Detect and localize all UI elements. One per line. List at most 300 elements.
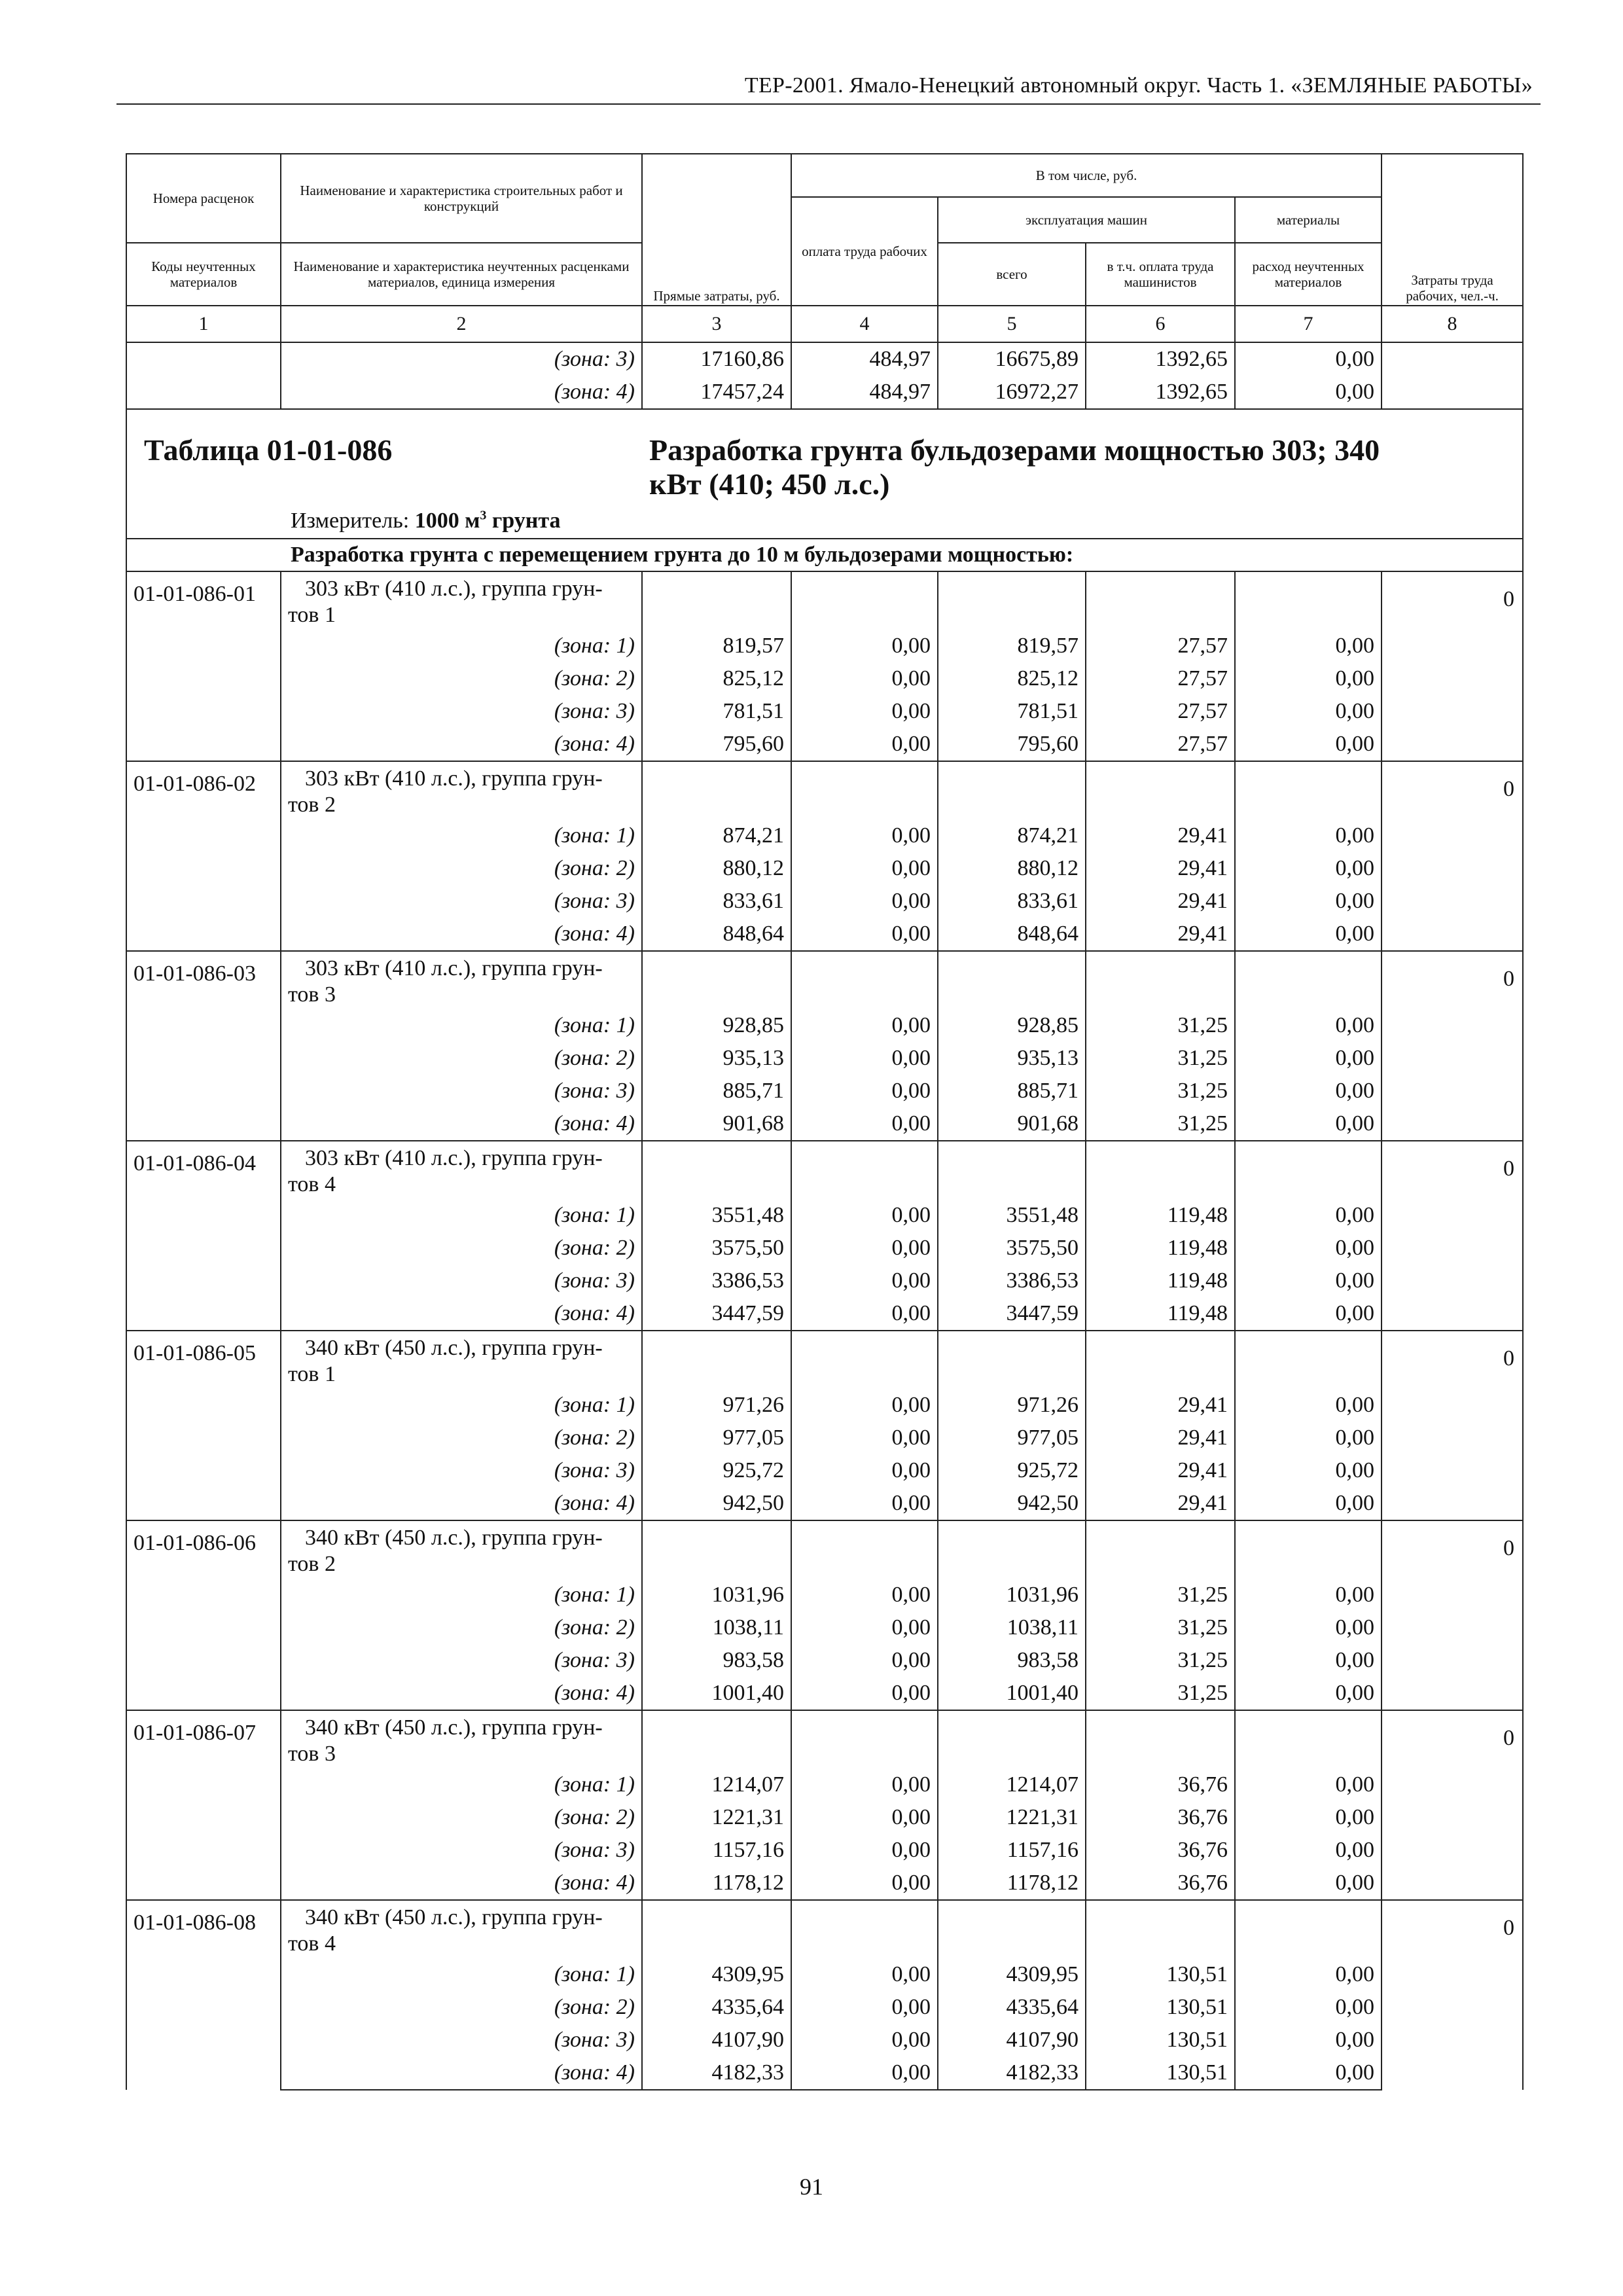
zone-row (126, 1677, 1523, 1710)
machine-ops-value: 983,58 (938, 1644, 1086, 1677)
zone-label: (зона: 4) (281, 1867, 642, 1900)
rate-name (281, 1141, 642, 1199)
materials-value: 0,00 (1235, 1611, 1382, 1644)
machine-ops-value: 833,61 (938, 885, 1086, 918)
column-numbers-row (126, 306, 1523, 342)
zone-label: (зона: 1) (281, 1579, 642, 1611)
zone-row (126, 1801, 1523, 1834)
materials-value: 0,00 (1235, 1454, 1382, 1487)
machine-ops-value: 825,12 (938, 662, 1086, 695)
empty-cell (1086, 1520, 1235, 1579)
materials-value: 0,00 (1235, 1297, 1382, 1331)
machinist-pay-value: 29,41 (1086, 1422, 1235, 1454)
rate-row (126, 1710, 1523, 1768)
rate-row (126, 1520, 1523, 1579)
machinist-pay-value: 29,41 (1086, 852, 1235, 885)
col-number: 8 (1382, 306, 1523, 342)
empty-cell (938, 1520, 1086, 1579)
empty-cell (791, 1141, 938, 1199)
materials-value: 0,00 (1235, 1075, 1382, 1107)
section-title: Разработка грунта с перемещением грунта до 10 м бульдозерами мощностью: (126, 539, 1523, 571)
rate-name (281, 1331, 642, 1389)
worker-pay-value: 0,00 (791, 1611, 938, 1644)
col-worker-pay: оплата труда рабочих (791, 197, 938, 306)
materials-value: 0,00 (1235, 1644, 1382, 1677)
zone-row (126, 695, 1523, 728)
empty-cell (1235, 1520, 1382, 1579)
machinist-pay-value: 1392,65 (1086, 376, 1235, 409)
direct-cost-value: 1157,16 (642, 1834, 791, 1867)
materials-value: 0,00 (1235, 1389, 1382, 1422)
col-labor-costs: Затраты труда рабочих, чел.-ч. (1382, 154, 1523, 306)
machine-ops-value: 935,13 (938, 1042, 1086, 1075)
zone-row (126, 1422, 1523, 1454)
measure-value: 1000 м (414, 509, 480, 533)
worker-pay-value: 0,00 (791, 1677, 938, 1710)
worker-pay-value: 0,00 (791, 1232, 938, 1265)
zone-label: (зона: 2) (281, 1801, 642, 1834)
section-row (126, 539, 1523, 571)
direct-cost-value: 4309,95 (642, 1958, 791, 1991)
machinist-pay-value: 130,51 (1086, 1991, 1235, 2024)
machine-ops-value: 3551,48 (938, 1199, 1086, 1232)
empty-cell (642, 1520, 791, 1579)
rate-name-line: тов 4 (288, 1172, 336, 1196)
labor-value: 0 (1382, 1710, 1523, 1900)
measure-label: Измеритель: (291, 509, 410, 533)
zone-label: (зона: 1) (281, 1389, 642, 1422)
worker-pay-value: 0,00 (791, 1644, 938, 1677)
rate-code: 01-01-086-07 (126, 1710, 281, 1900)
zone-row (126, 662, 1523, 695)
direct-cost-value: 925,72 (642, 1454, 791, 1487)
machine-ops-value: 4182,33 (938, 2056, 1086, 2090)
col-number: 5 (938, 306, 1086, 342)
labor-value: 0 (1382, 951, 1523, 1141)
materials-value: 0,00 (1235, 630, 1382, 662)
empty-cell (938, 571, 1086, 630)
rate-row (126, 761, 1523, 819)
col-incl-machinist-pay: в т.ч. оплата труда машинистов (1086, 243, 1235, 306)
materials-value: 0,00 (1235, 918, 1382, 951)
machinist-pay-value: 27,57 (1086, 728, 1235, 761)
materials-value: 0,00 (1235, 2056, 1382, 2090)
zone-row (126, 1297, 1523, 1331)
zone-row (126, 852, 1523, 885)
col-unaccounted-codes: Коды неучтенных материалов (126, 243, 281, 306)
worker-pay-value: 0,00 (791, 1958, 938, 1991)
direct-cost-value: 942,50 (642, 1487, 791, 1520)
empty-cell (642, 571, 791, 630)
zone-label: (зона: 3) (281, 2024, 642, 2056)
materials-value: 0,00 (1235, 1232, 1382, 1265)
machinist-pay-value: 130,51 (1086, 2024, 1235, 2056)
materials-value: 0,00 (1235, 1834, 1382, 1867)
worker-pay-value: 0,00 (791, 728, 938, 761)
machinist-pay-value: 31,25 (1086, 1579, 1235, 1611)
page-number: 91 (800, 2174, 823, 2200)
empty-cell (938, 1710, 1086, 1768)
carryover-row (126, 376, 1523, 409)
materials-value: 0,00 (1235, 885, 1382, 918)
worker-pay-value: 0,00 (791, 1422, 938, 1454)
empty-cell (1235, 1710, 1382, 1768)
machine-ops-value: 1157,16 (938, 1834, 1086, 1867)
empty-cell (642, 1710, 791, 1768)
zone-row (126, 1611, 1523, 1644)
empty-cell (791, 571, 938, 630)
machinist-pay-value: 31,25 (1086, 1009, 1235, 1042)
direct-cost-value: 1031,96 (642, 1579, 791, 1611)
materials-value: 0,00 (1235, 1579, 1382, 1611)
materials-value: 0,00 (1235, 852, 1382, 885)
empty-cell (642, 951, 791, 1009)
worker-pay-value: 0,00 (791, 1265, 938, 1297)
labor-value: 0 (1382, 571, 1523, 761)
machine-ops-value: 1031,96 (938, 1579, 1086, 1611)
rate-code: 01-01-086-05 (126, 1331, 281, 1520)
rate-name (281, 761, 642, 819)
direct-cost-value: 819,57 (642, 630, 791, 662)
worker-pay-value: 0,00 (791, 918, 938, 951)
labor-value: 0 (1382, 1141, 1523, 1331)
zone-row (126, 885, 1523, 918)
zone-label: (зона: 3) (281, 1454, 642, 1487)
machine-ops-value: 4309,95 (938, 1958, 1086, 1991)
zone-row (126, 1075, 1523, 1107)
worker-pay-value: 484,97 (791, 342, 938, 376)
col-number: 7 (1235, 306, 1382, 342)
machine-ops-value: 4335,64 (938, 1991, 1086, 2024)
zone-label: (зона: 2) (281, 1042, 642, 1075)
materials-value: 0,00 (1235, 1768, 1382, 1801)
direct-cost-value: 1178,12 (642, 1867, 791, 1900)
col-unaccounted-materials-use: расход неучтенных материалов (1235, 243, 1382, 306)
labor-value: 0 (1382, 761, 1523, 951)
machine-ops-value: 971,26 (938, 1389, 1086, 1422)
zone-label: (зона: 2) (281, 1611, 642, 1644)
machine-ops-value: 880,12 (938, 852, 1086, 885)
materials-value: 0,00 (1235, 1009, 1382, 1042)
materials-value: 0,00 (1235, 1422, 1382, 1454)
worker-pay-value: 0,00 (791, 2056, 938, 2090)
worker-pay-value: 0,00 (791, 1389, 938, 1422)
machine-ops-value: 1038,11 (938, 1611, 1086, 1644)
worker-pay-value: 0,00 (791, 1042, 938, 1075)
direct-cost-value: 825,12 (642, 662, 791, 695)
rate-code: 01-01-086-03 (126, 951, 281, 1141)
worker-pay-value: 0,00 (791, 1991, 938, 2024)
materials-value: 0,00 (1235, 662, 1382, 695)
machine-ops-value: 3447,59 (938, 1297, 1086, 1331)
zone-row (126, 2056, 1523, 2090)
zone-label: (зона: 2) (281, 662, 642, 695)
machinist-pay-value: 119,48 (1086, 1199, 1235, 1232)
machine-ops-value: 3386,53 (938, 1265, 1086, 1297)
col-unaccounted-names: Наименование и характеристика неучтенных расценками материалов, единица измерения (281, 243, 642, 306)
materials-value: 0,00 (1235, 1867, 1382, 1900)
rate-name-line: тов 3 (288, 982, 336, 1007)
zone-row (126, 1265, 1523, 1297)
machine-ops-value: 874,21 (938, 819, 1086, 852)
zone-row (126, 1958, 1523, 1991)
zone-label: (зона: 3) (281, 1644, 642, 1677)
direct-cost-value: 901,68 (642, 1107, 791, 1141)
direct-cost-value: 1221,31 (642, 1801, 791, 1834)
machinist-pay-value: 119,48 (1086, 1232, 1235, 1265)
machinist-pay-value: 31,25 (1086, 1107, 1235, 1141)
machinist-pay-value: 36,76 (1086, 1801, 1235, 1834)
worker-pay-value: 0,00 (791, 819, 938, 852)
zone-label: (зона: 4) (281, 1297, 642, 1331)
col-number: 4 (791, 306, 938, 342)
machinist-pay-value: 31,25 (1086, 1677, 1235, 1710)
worker-pay-value: 0,00 (791, 695, 938, 728)
zone-row (126, 630, 1523, 662)
empty-cell (791, 1900, 938, 1958)
direct-cost-value: 928,85 (642, 1009, 791, 1042)
materials-value: 0,00 (1235, 1991, 1382, 2024)
direct-cost-value: 874,21 (642, 819, 791, 852)
materials-value: 0,00 (1235, 819, 1382, 852)
empty-cell (642, 761, 791, 819)
zone-label: (зона: 2) (281, 1422, 642, 1454)
zone-label: (зона: 2) (281, 852, 642, 885)
zone-label: (зона: 4) (281, 376, 642, 409)
empty-cell (791, 951, 938, 1009)
machine-ops-value: 16675,89 (938, 342, 1086, 376)
zone-label: (зона: 4) (281, 1487, 642, 1520)
table-title-block (126, 409, 1523, 504)
empty-cell (1235, 951, 1382, 1009)
empty-cell (791, 1331, 938, 1389)
zone-label: (зона: 3) (281, 342, 642, 376)
machinist-pay-value: 130,51 (1086, 1958, 1235, 1991)
machine-ops-value: 781,51 (938, 695, 1086, 728)
direct-cost-value: 3551,48 (642, 1199, 791, 1232)
empty-cell (1235, 1900, 1382, 1958)
rate-name-line: тов 4 (288, 1931, 336, 1956)
zone-row (126, 1042, 1523, 1075)
direct-cost-value: 17160,86 (642, 342, 791, 376)
rate-name-line: тов 1 (288, 603, 336, 627)
table-caption-line: Разработка грунта бульдозерами мощностью 303; 340 (649, 433, 1380, 467)
empty-cell (938, 1900, 1086, 1958)
zone-row (126, 819, 1523, 852)
rate-code: 01-01-086-01 (126, 571, 281, 761)
rate-name (281, 1710, 642, 1768)
zone-row (126, 1199, 1523, 1232)
worker-pay-value: 0,00 (791, 1801, 938, 1834)
col-materials: материалы (1235, 197, 1382, 243)
rate-name-line: тов 2 (288, 793, 336, 817)
rate-name-line: тов 2 (288, 1552, 336, 1576)
empty-cell (1086, 951, 1235, 1009)
rate-code: 01-01-086-02 (126, 761, 281, 951)
empty-cell (642, 1141, 791, 1199)
machinist-pay-value: 119,48 (1086, 1297, 1235, 1331)
machinist-pay-value: 31,25 (1086, 1611, 1235, 1644)
zone-label: (зона: 1) (281, 1009, 642, 1042)
direct-cost-value: 848,64 (642, 918, 791, 951)
machine-ops-value: 1178,12 (938, 1867, 1086, 1900)
machine-ops-value: 819,57 (938, 630, 1086, 662)
zone-label: (зона: 3) (281, 1265, 642, 1297)
worker-pay-value: 0,00 (791, 1867, 938, 1900)
worker-pay-value: 0,00 (791, 1487, 938, 1520)
machinist-pay-value: 29,41 (1086, 1389, 1235, 1422)
rate-code: 01-01-086-08 (126, 1900, 281, 2090)
empty-cell (642, 1900, 791, 1958)
measure-row (126, 504, 1523, 539)
zone-label: (зона: 4) (281, 2056, 642, 2090)
labor-value: 0 (1382, 1331, 1523, 1520)
empty-cell (1235, 1141, 1382, 1199)
machine-ops-value: 848,64 (938, 918, 1086, 951)
materials-value: 0,00 (1235, 695, 1382, 728)
materials-value: 0,00 (1235, 1265, 1382, 1297)
worker-pay-value: 0,00 (791, 1075, 938, 1107)
empty-cell (938, 1331, 1086, 1389)
direct-cost-value: 885,71 (642, 1075, 791, 1107)
empty-cell (1235, 761, 1382, 819)
machine-ops-value: 16972,27 (938, 376, 1086, 409)
rate-row (126, 1900, 1523, 1958)
direct-cost-value: 781,51 (642, 695, 791, 728)
empty-cell (938, 1141, 1086, 1199)
materials-value: 0,00 (1235, 728, 1382, 761)
direct-cost-value: 880,12 (642, 852, 791, 885)
empty-cell (1086, 1710, 1235, 1768)
empty-cell (1086, 1141, 1235, 1199)
measure-sup: 3 (480, 508, 487, 523)
machine-ops-value: 977,05 (938, 1422, 1086, 1454)
empty-cell (1086, 761, 1235, 819)
machinist-pay-value: 36,76 (1086, 1768, 1235, 1801)
zone-label: (зона: 2) (281, 1991, 642, 2024)
machine-ops-value: 1214,07 (938, 1768, 1086, 1801)
table-caption (649, 433, 1380, 501)
machinist-pay-value: 31,25 (1086, 1042, 1235, 1075)
worker-pay-value: 0,00 (791, 1579, 938, 1611)
zone-label: (зона: 1) (281, 819, 642, 852)
materials-value: 0,00 (1235, 1042, 1382, 1075)
carryover-row (126, 342, 1523, 376)
rate-row (126, 951, 1523, 1009)
direct-cost-value: 971,26 (642, 1389, 791, 1422)
direct-cost-value: 17457,24 (642, 376, 791, 409)
materials-value: 0,00 (1235, 1677, 1382, 1710)
zone-label: (зона: 1) (281, 1958, 642, 1991)
col-number: 2 (281, 306, 642, 342)
zone-row (126, 1487, 1523, 1520)
zone-row (126, 1867, 1523, 1900)
direct-cost-value: 1001,40 (642, 1677, 791, 1710)
materials-value: 0,00 (1235, 1199, 1382, 1232)
col-number: 6 (1086, 306, 1235, 342)
zone-label: (зона: 4) (281, 1677, 642, 1710)
direct-cost-value: 983,58 (642, 1644, 791, 1677)
rate-code: 01-01-086-06 (126, 1520, 281, 1710)
zone-label: (зона: 1) (281, 1768, 642, 1801)
machinist-pay-value: 36,76 (1086, 1867, 1235, 1900)
worker-pay-value: 0,00 (791, 885, 938, 918)
rate-name (281, 1900, 642, 1958)
machine-ops-value: 942,50 (938, 1487, 1086, 1520)
machinist-pay-value: 1392,65 (1086, 342, 1235, 376)
machinist-pay-value: 31,25 (1086, 1075, 1235, 1107)
zone-row (126, 2024, 1523, 2056)
zone-row (126, 1991, 1523, 2024)
worker-pay-value: 0,00 (791, 1297, 938, 1331)
col-number: 1 (126, 306, 281, 342)
zone-label: (зона: 1) (281, 1199, 642, 1232)
empty-cell (1086, 1900, 1235, 1958)
machine-ops-value: 901,68 (938, 1107, 1086, 1141)
materials-value: 0,00 (1235, 1487, 1382, 1520)
zone-row (126, 1454, 1523, 1487)
rate-name (281, 571, 642, 630)
col-rate-numbers: Номера расценок (126, 154, 281, 243)
rate-name (281, 1520, 642, 1579)
materials-value: 0,00 (1235, 342, 1382, 376)
labor-value: 0 (1382, 1900, 1523, 2090)
machinist-pay-value: 27,57 (1086, 630, 1235, 662)
empty-cell (1235, 571, 1382, 630)
col-machine-ops: эксплуатация машин (938, 197, 1235, 243)
labor-value: 0 (1382, 1520, 1523, 1710)
rate-name-line: тов 1 (288, 1362, 336, 1386)
rate-name-line: 340 кВт (450 л.с.), группа грун- (305, 1905, 603, 1929)
zone-label: (зона: 4) (281, 728, 642, 761)
direct-cost-value: 935,13 (642, 1042, 791, 1075)
empty-cell (791, 1520, 938, 1579)
table-number: Таблица 01-01-086 (144, 433, 393, 467)
worker-pay-value: 0,00 (791, 1834, 938, 1867)
col-work-name: Наименование и характеристика строительных работ и конструкций (281, 154, 642, 243)
zone-label: (зона: 1) (281, 630, 642, 662)
col-total: всего (938, 243, 1086, 306)
machinist-pay-value: 27,57 (1086, 662, 1235, 695)
worker-pay-value: 0,00 (791, 1009, 938, 1042)
table-caption-line: кВт (410; 450 л.с.) (649, 467, 890, 501)
materials-value: 0,00 (1235, 2024, 1382, 2056)
rate-name-line: 303 кВт (410 л.с.), группа грун- (305, 1146, 603, 1170)
running-header: ТЕР-2001. Ямало-Ненецкий автономный округ. Часть 1. «ЗЕМЛЯНЫЕ РАБОТЫ» (744, 73, 1533, 98)
worker-pay-value: 0,00 (791, 662, 938, 695)
machinist-pay-value: 31,25 (1086, 1644, 1235, 1677)
direct-cost-value: 1214,07 (642, 1768, 791, 1801)
zone-row (126, 728, 1523, 761)
worker-pay-value: 0,00 (791, 2024, 938, 2056)
machine-ops-value: 1221,31 (938, 1801, 1086, 1834)
zone-label: (зона: 4) (281, 918, 642, 951)
direct-cost-value: 977,05 (642, 1422, 791, 1454)
col-direct-costs: Прямые затраты, руб. (642, 154, 791, 306)
empty-cell (1086, 571, 1235, 630)
machinist-pay-value: 29,41 (1086, 918, 1235, 951)
direct-cost-value: 3575,50 (642, 1232, 791, 1265)
rate-row (126, 1141, 1523, 1199)
materials-value: 0,00 (1235, 1801, 1382, 1834)
machine-ops-value: 925,72 (938, 1454, 1086, 1487)
machine-ops-value: 3575,50 (938, 1232, 1086, 1265)
direct-cost-value: 4335,64 (642, 1991, 791, 2024)
rate-name-line: 340 кВт (450 л.с.), группа грун- (305, 1526, 603, 1550)
rate-name-line: 303 кВт (410 л.с.), группа грун- (305, 766, 603, 791)
materials-value: 0,00 (1235, 1958, 1382, 1991)
zone-label: (зона: 3) (281, 1075, 642, 1107)
